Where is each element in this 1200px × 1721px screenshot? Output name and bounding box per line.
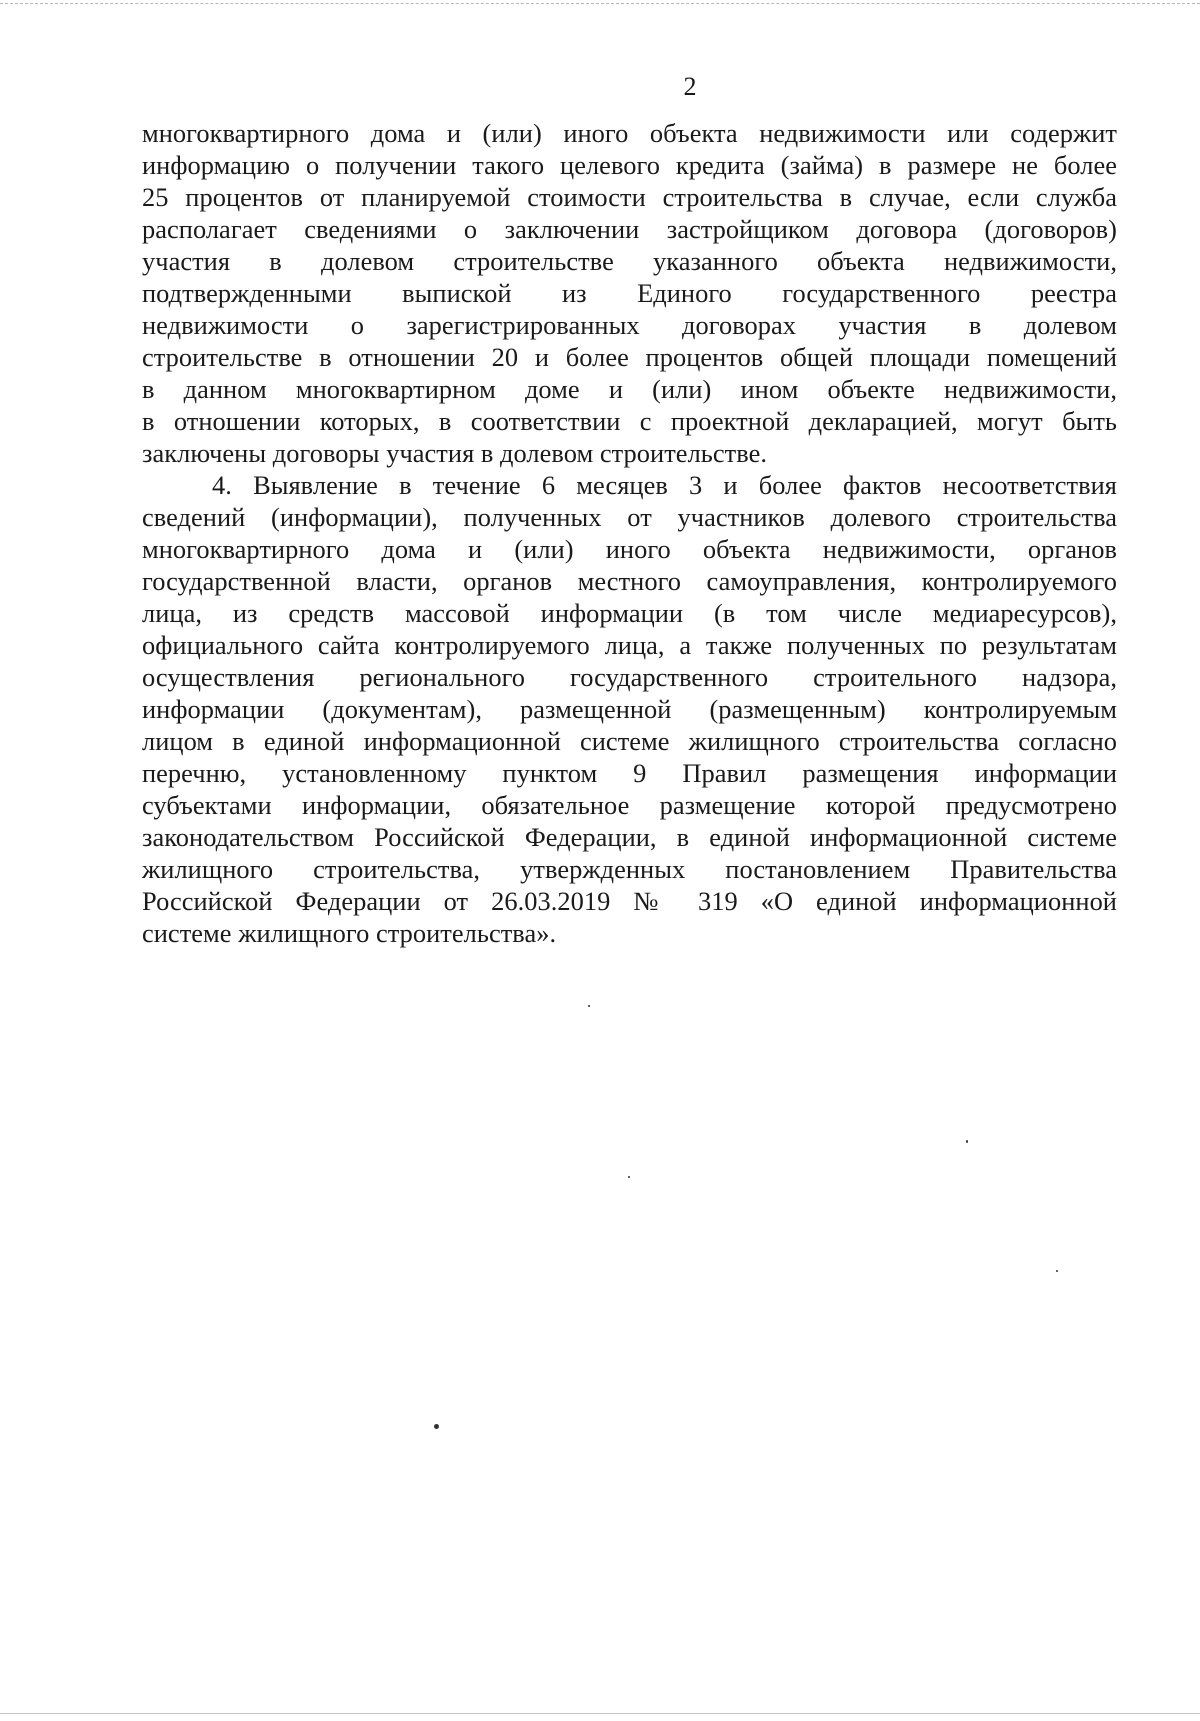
text-line: участия в долевом строительстве указанного объекта недвижимости, — [142, 246, 1117, 276]
text-line: в отношении которых, в соответствии с проектной декларацией, могут быть — [142, 406, 1117, 436]
text-line: многоквартирного дома и (или) иного объекта недвижимости, органов — [142, 534, 1117, 564]
text-line: законодательством Российской Федерации, в единой информационной системе — [142, 822, 1117, 852]
scan-speck — [628, 1176, 630, 1178]
text-line: 4. Выявление в течение 6 месяцев 3 и более фактов несоответствия — [212, 470, 1117, 500]
text-line: многоквартирного дома и (или) иного объекта недвижимости или содержит — [142, 118, 1117, 148]
text-line: жилищного строительства, утвержденных постановлением Правительства — [142, 854, 1117, 884]
text-line: государственной власти, органов местного самоуправления, контролируемого — [142, 566, 1117, 596]
text-line: сведений (информации), полученных от участников долевого строительства — [142, 502, 1117, 532]
text-line: заключены договоры участия в долевом строительстве. — [142, 438, 767, 468]
text-line: перечню, установленному пунктом 9 Правил размещения информации — [142, 758, 1117, 788]
text-line: располагает сведениями о заключении застройщиком договора (договоров) — [142, 214, 1117, 244]
text-line: информацию о получении такого целевого кредита (займа) в размере не более — [142, 150, 1117, 180]
text-line: строительстве в отношении 20 и более процентов общей площади помещений — [142, 342, 1117, 372]
text-line: лица, из средств массовой информации (в том числе медиаресурсов), — [142, 598, 1117, 628]
text-line: лицом в единой информационной системе жилищного строительства согласно — [142, 726, 1117, 756]
text-line: в данном многоквартирном доме и (или) ином объекте недвижимости, — [142, 374, 1117, 404]
text-line: Российской Федерации от 26.03.2019 № 319 «О единой информационной — [142, 886, 1117, 916]
text-line: официального сайта контролируемого лица, а также полученных по результатам — [142, 630, 1117, 660]
text-line: информации (документам), размещенной (размещенным) контролируемым — [142, 694, 1117, 724]
text-line: 25 процентов от планируемой стоимости строительства в случае, если служба — [142, 182, 1117, 212]
text-line: подтвержденными выпиской из Единого государственного реестра — [142, 278, 1117, 308]
scan-bottom-edge — [0, 1713, 1200, 1714]
text-line: системе жилищного строительства». — [142, 918, 557, 948]
scan-speck — [434, 1424, 439, 1429]
text-line: субъектами информации, обязательное размещение которой предусмотрено — [142, 790, 1117, 820]
page-number: 2 — [683, 72, 697, 101]
scan-speck — [1056, 1270, 1058, 1272]
text-line: осуществления регионального государственного строительного надзора, — [142, 662, 1117, 692]
scan-speck — [588, 1005, 590, 1007]
scan-speck — [966, 1140, 968, 1143]
scan-top-edge — [0, 3, 1200, 4]
text-line: недвижимости о зарегистрированных договорах участия в долевом — [142, 310, 1117, 340]
